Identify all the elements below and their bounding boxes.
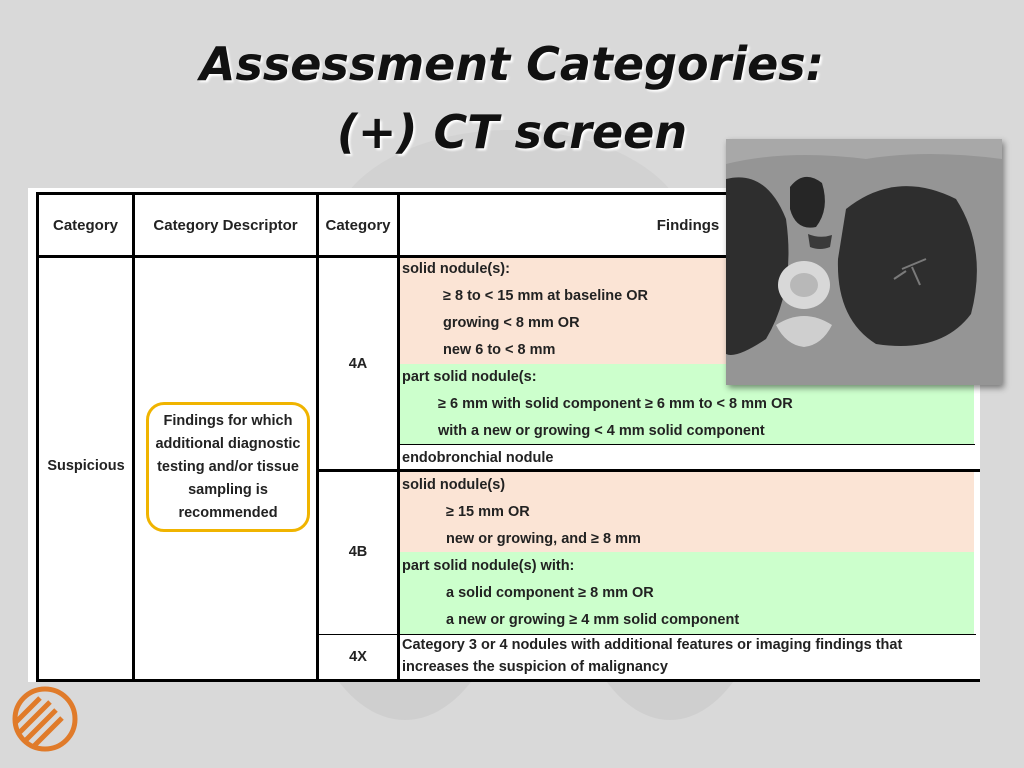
finding-4x-line2: increases the suspicion of malignancy — [402, 659, 668, 675]
group-label: Suspicious — [47, 458, 125, 474]
grid-line — [132, 192, 135, 682]
header-descriptor: Category Descriptor — [153, 216, 298, 234]
finding-4a-solid-2: growing < 8 mm OR — [443, 315, 580, 331]
finding-4a-part-1: ≥ 6 mm with solid component ≥ 6 mm to < 8 mm OR — [438, 396, 793, 412]
header-findings: Findings — [656, 216, 720, 234]
finding-4a-solid-3: new 6 to < 8 mm — [443, 342, 556, 358]
finding-4a-solid-title: solid nodule(s): — [402, 261, 510, 277]
grid-line — [36, 192, 39, 682]
descriptor-highlight — [146, 402, 310, 532]
finding-4b-solid-title: solid nodule(s) — [402, 477, 506, 493]
grid-line — [36, 679, 980, 682]
finding-4b-solid-1: ≥ 15 mm OR — [446, 504, 530, 520]
slide-title: Assessment Categories: — [199, 37, 825, 91]
finding-4x-line1: Category 3 or 4 nodules with additional features or imaging findings that — [402, 637, 903, 653]
grid-line — [316, 634, 976, 635]
ct-scan-image — [726, 139, 1002, 385]
slide-subtitle: (+) CT screen — [336, 105, 688, 159]
grid-line — [397, 192, 400, 682]
finding-4b-part-title: part solid nodule(s) with: — [402, 558, 575, 574]
finding-4a-part-title: part solid nodule(s: — [402, 369, 537, 385]
grid-line — [397, 444, 975, 445]
category-4a: 4A — [348, 356, 368, 372]
finding-4a-part-2: with a new or growing < 4 mm solid component — [438, 423, 765, 439]
ct-scan-drawing — [726, 139, 1002, 385]
header-category: Category — [52, 216, 119, 234]
finding-4b-part-2: a new or growing ≥ 4 mm solid component — [446, 612, 740, 628]
category-4x: 4X — [349, 649, 367, 665]
logo-icon — [10, 684, 80, 754]
finding-4b-solid-2: new or growing, and ≥ 8 mm — [446, 531, 641, 547]
finding-4b-part-1: a solid component ≥ 8 mm OR — [446, 585, 654, 601]
grid-line — [316, 192, 319, 682]
category-descriptor: Findings for which additional diagnostic testing and/or tissue sampling is recommended — [155, 412, 301, 521]
finding-4a-solid-1: ≥ 8 to < 15 mm at baseline OR — [443, 288, 648, 304]
category-4b: 4B — [348, 544, 368, 560]
finding-4a-endobronchial: endobronchial nodule — [402, 450, 554, 466]
header-category-code: Category — [325, 216, 391, 234]
grid-line — [316, 469, 980, 472]
